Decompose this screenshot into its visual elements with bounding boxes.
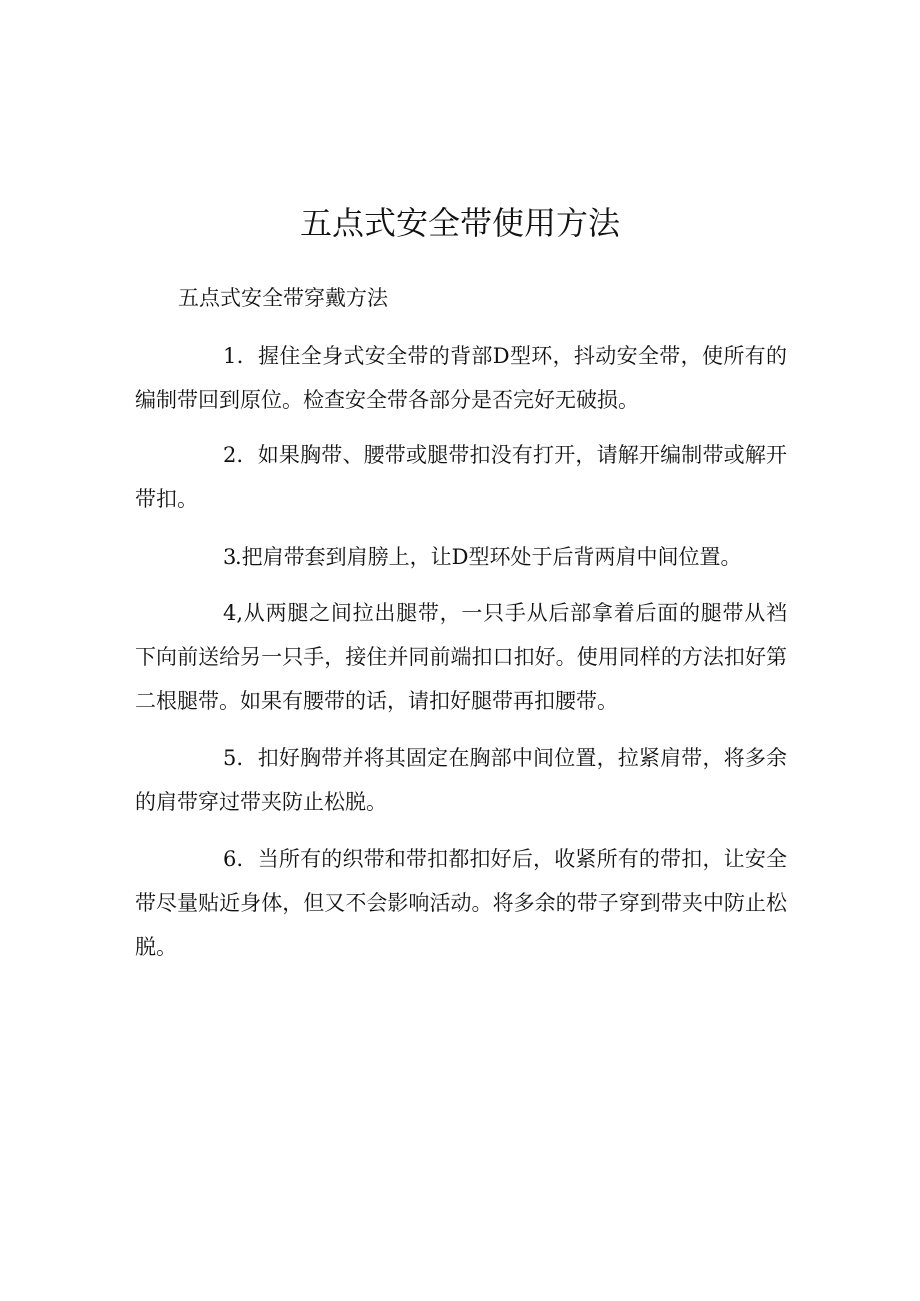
step-text: .把肩带套到肩膀上，让D型环处于后背两肩中间位置。	[235, 545, 742, 569]
step-text: ．如果胸带、腰带或腿带扣没有打开，请解开编制带或解开带扣。	[135, 443, 787, 511]
step-number: 3	[223, 545, 237, 569]
step-paragraph-5	[135, 736, 787, 824]
step-number: 2	[223, 443, 237, 467]
step-text: ．握住全身式安全带的背部D型环，抖动安全带，使所有的编制带回到原位。检查安全带各部分是否完好无破损。	[135, 344, 787, 412]
step-paragraph-1	[135, 334, 787, 422]
page-title: 五点式安全带使用方法	[299, 204, 620, 242]
step-paragraph-2	[135, 433, 787, 521]
step-number: 4,	[223, 601, 244, 625]
step-number: 5	[223, 746, 237, 770]
step-text: ．扣好胸带并将其固定在胸部中间位置，拉紧肩带，将多余的肩带穿过带夹防止松脱。	[135, 746, 787, 814]
step-paragraph-4	[135, 591, 787, 723]
section-subtitle: 五点式安全带穿戴方法	[178, 286, 388, 310]
step-paragraph-6	[135, 837, 787, 969]
step-text: ．当所有的织带和带扣都扣好后，收紧所有的带扣，让安全带尽量贴近身体，但又不会影响活动。将多余的带子穿到带夹中防止松脱。	[135, 847, 787, 959]
step-paragraph-3	[135, 535, 787, 579]
step-number: 1	[223, 344, 237, 368]
step-text: 从两腿之间拉出腿带，一只手从后部拿着后面的腿带从裆下向前送给另一只手，接住并同前端扣口扣好。使用同样的方法扣好第二根腿带。如果有腰带的话，请扣好腿带再扣腰带。	[135, 601, 787, 713]
step-number: 6	[223, 847, 237, 871]
